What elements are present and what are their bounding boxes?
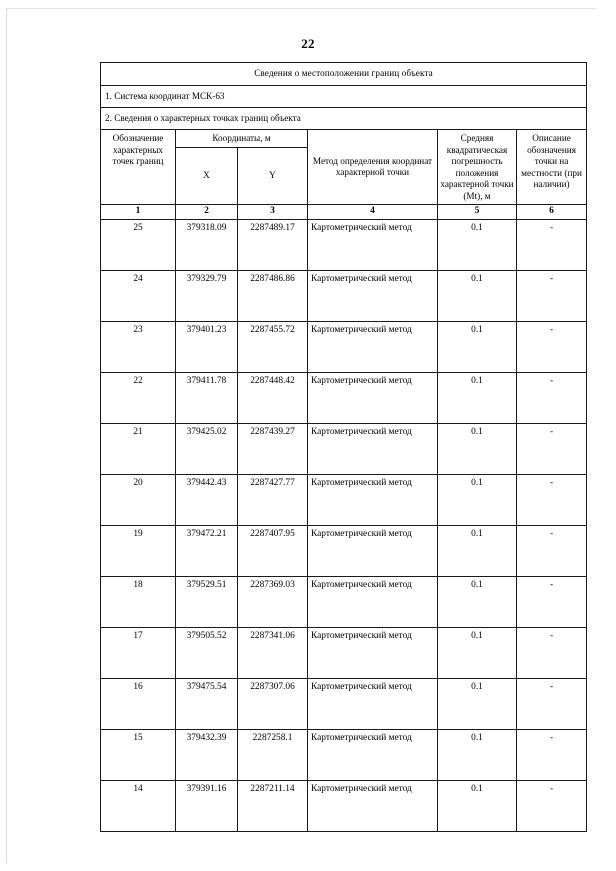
cell-point: 18 <box>101 577 176 628</box>
cell-description: - <box>517 526 587 577</box>
table-row <box>101 373 587 424</box>
section-1-row <box>101 86 587 108</box>
cell-point: 17 <box>101 628 176 679</box>
cell-error: 0.1 <box>438 628 517 679</box>
cell-method: Картометрический метод <box>308 526 438 577</box>
cell-x: 379318.09 <box>176 220 238 271</box>
scan-edge-top <box>6 8 596 9</box>
cell-error: 0.1 <box>438 781 517 832</box>
table-row <box>101 526 587 577</box>
cell-y: 2287427.77 <box>238 475 308 526</box>
table-row <box>101 475 587 526</box>
cell-method: Картометрический метод <box>308 220 438 271</box>
table-row <box>101 424 587 475</box>
cell-y: 2287439.27 <box>238 424 308 475</box>
cell-description: - <box>517 373 587 424</box>
cell-point: 16 <box>101 679 176 730</box>
cell-point: 14 <box>101 781 176 832</box>
cell-error: 0.1 <box>438 373 517 424</box>
cell-method: Картометрический метод <box>308 322 438 373</box>
column-number-6: 6 <box>517 205 587 220</box>
cell-method: Картометрический метод <box>308 781 438 832</box>
page-number: 22 <box>301 36 315 51</box>
cell-method: Картометрический метод <box>308 730 438 781</box>
cell-x: 379475.54 <box>176 679 238 730</box>
header-coordinates-group: Координаты, м <box>176 130 308 148</box>
table-row <box>101 322 587 373</box>
cell-description: - <box>517 577 587 628</box>
cell-y: 2287211.14 <box>238 781 308 832</box>
cell-x: 379505.52 <box>176 628 238 679</box>
cell-error: 0.1 <box>438 577 517 628</box>
cell-description: - <box>517 271 587 322</box>
cell-x: 379411.78 <box>176 373 238 424</box>
header-mean-square-error: Средняя квадратическая погрешность положения характерной точки (Мt), м <box>438 130 517 205</box>
cell-x: 379425.02 <box>176 424 238 475</box>
column-number-4: 4 <box>308 205 438 220</box>
cell-point: 15 <box>101 730 176 781</box>
scan-edge-left <box>6 8 7 863</box>
cell-description: - <box>517 322 587 373</box>
cell-description: - <box>517 781 587 832</box>
header-determination-method: Метод определения координат характерной точки <box>308 130 438 205</box>
cell-error: 0.1 <box>438 424 517 475</box>
cell-x: 379391.16 <box>176 781 238 832</box>
column-number-row <box>101 205 587 220</box>
table-title-row <box>101 63 587 86</box>
cell-point: 22 <box>101 373 176 424</box>
cell-y: 2287455.72 <box>238 322 308 373</box>
column-number-1: 1 <box>101 205 176 220</box>
cell-x: 379401.23 <box>176 322 238 373</box>
header-row-top <box>101 130 587 148</box>
cell-method: Картометрический метод <box>308 679 438 730</box>
table-title: Сведения о местоположении границ объекта <box>101 63 587 86</box>
cell-description: - <box>517 424 587 475</box>
cell-x: 379472.21 <box>176 526 238 577</box>
cell-y: 2287258.1 <box>238 730 308 781</box>
section-coordinate-system: 1. Система координат МСК-63 <box>101 86 587 108</box>
cell-x: 379329.79 <box>176 271 238 322</box>
cell-point: 25 <box>101 220 176 271</box>
table-row <box>101 577 587 628</box>
cell-point: 21 <box>101 424 176 475</box>
cell-y: 2287489.17 <box>238 220 308 271</box>
boundary-points-table <box>100 62 587 832</box>
cell-point: 24 <box>101 271 176 322</box>
cell-method: Картометрический метод <box>308 475 438 526</box>
table-row <box>101 271 587 322</box>
cell-error: 0.1 <box>438 475 517 526</box>
cell-error: 0.1 <box>438 679 517 730</box>
table-row <box>101 679 587 730</box>
cell-x: 379442.43 <box>176 475 238 526</box>
header-point-designation: Обозначение характерных точек границ <box>101 130 176 205</box>
header-y: Y <box>238 148 308 205</box>
cell-description: - <box>517 220 587 271</box>
section-characteristic-points: 2. Сведения о характерных точках границ объекта <box>101 108 587 130</box>
cell-error: 0.1 <box>438 730 517 781</box>
table-row <box>101 628 587 679</box>
column-number-3: 3 <box>238 205 308 220</box>
table-row <box>101 220 587 271</box>
cell-description: - <box>517 730 587 781</box>
cell-method: Картометрический метод <box>308 424 438 475</box>
cell-method: Картометрический метод <box>308 577 438 628</box>
column-number-2: 2 <box>176 205 238 220</box>
cell-y: 2287448.42 <box>238 373 308 424</box>
cell-description: - <box>517 679 587 730</box>
cell-y: 2287486.86 <box>238 271 308 322</box>
cell-description: - <box>517 475 587 526</box>
cell-description: - <box>517 628 587 679</box>
cell-point: 20 <box>101 475 176 526</box>
cell-error: 0.1 <box>438 526 517 577</box>
column-number-5: 5 <box>438 205 517 220</box>
cell-y: 2287341.06 <box>238 628 308 679</box>
cell-method: Картометрический метод <box>308 373 438 424</box>
table-row <box>101 781 587 832</box>
cell-error: 0.1 <box>438 322 517 373</box>
cell-y: 2287369.03 <box>238 577 308 628</box>
cell-x: 379529.51 <box>176 577 238 628</box>
header-x: X <box>176 148 238 205</box>
cell-point: 19 <box>101 526 176 577</box>
cell-y: 2287407.95 <box>238 526 308 577</box>
table-row <box>101 730 587 781</box>
cell-point: 23 <box>101 322 176 373</box>
header-point-description: Описание обозначения точки на местности (при наличии) <box>517 130 587 205</box>
cell-method: Картометрический метод <box>308 271 438 322</box>
cell-method: Картометрический метод <box>308 628 438 679</box>
cell-x: 379432.39 <box>176 730 238 781</box>
section-2-row <box>101 108 587 130</box>
cell-error: 0.1 <box>438 220 517 271</box>
cell-y: 2287307.06 <box>238 679 308 730</box>
cell-error: 0.1 <box>438 271 517 322</box>
